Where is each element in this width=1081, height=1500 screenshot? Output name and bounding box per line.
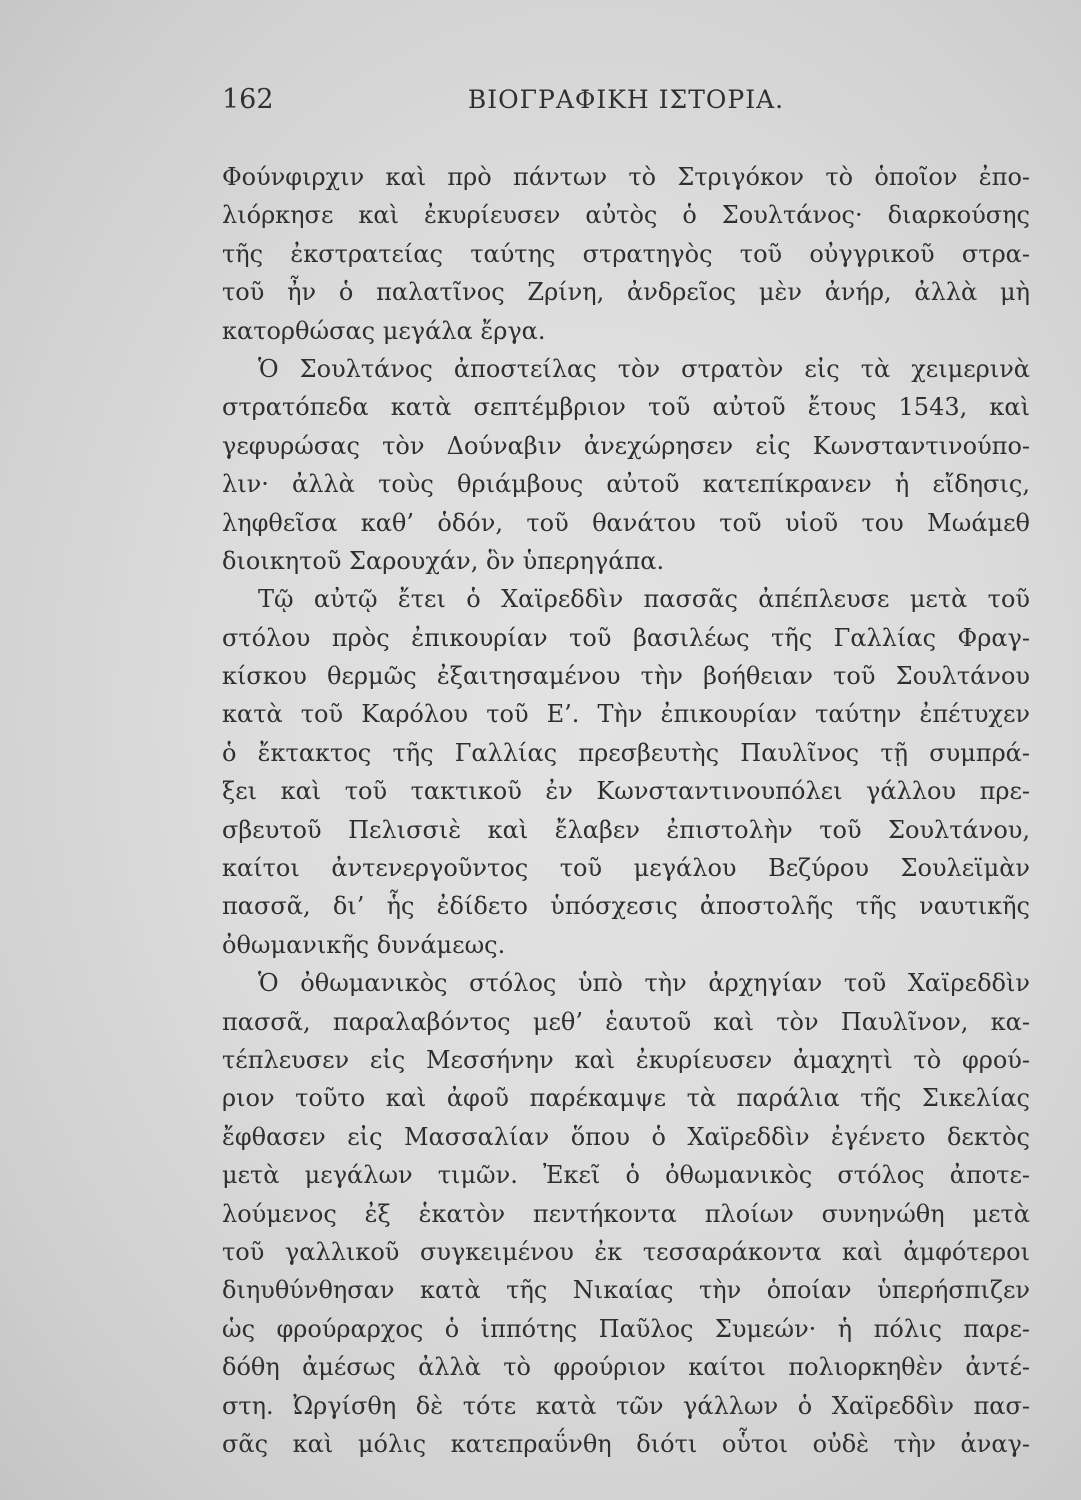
paragraph (222, 350, 1030, 580)
paragraph (222, 580, 1030, 964)
paragraph (222, 964, 1030, 1463)
text-line: ξει καὶ τοῦ τακτικοῦ ἐν Κωνσταντινουπόλει γάλλου πρε- (222, 777, 1030, 806)
text-line: σᾶς καὶ μόλις κατεπραΰνθη διότι οὗτοι οὐδὲ τὴν ἀναγ- (222, 1429, 1030, 1458)
text-line: διηυθύνθησαν κατὰ τῆς Νικαίας τὴν ὁποίαν ὑπερήσπιζεν (222, 1276, 1030, 1305)
text-line: διοικητοῦ Σαρουχάν, ὃν ὑπερηγάπα. (222, 546, 665, 575)
text-line: τέπλευσεν εἰς Μεσσήνην καὶ ἐκυρίευσεν ἀμαχητὶ τὸ φρού- (222, 1045, 1030, 1074)
text-line: Ὁ ὀθωμανικὸς στόλος ὑπὸ τὴν ἀρχηγίαν τοῦ Χαϊρεδδὶν (258, 969, 1030, 998)
text-line: στόλου πρὸς ἐπικουρίαν τοῦ βασιλέως τῆς Γαλλίας Φραγ- (222, 623, 1030, 652)
text-line: Ὁ Σουλτάνος ἀποστείλας τὸν στρατὸν εἰς τὰ χειμερινὰ (258, 354, 1030, 383)
text-line: ὁ ἔκτακτος τῆς Γαλλίας πρεσβευτὴς Παυλῖνος τῇ συμπρά- (222, 738, 1030, 767)
text-line: λιόρκησε καὶ ἐκυρίευσεν αὐτὸς ὁ Σουλτάνος· διαρκούσης (222, 201, 1030, 230)
text-line: πασσᾶ, παραλαβόντος μεθ’ ἑαυτοῦ καὶ τὸν Παυλῖνον, κα- (222, 1007, 1030, 1036)
text-line: πασσᾶ, δι’ ἧς ἐδίδετο ὑπόσχεσις ἀποστολῆς τῆς ναυτικῆς (222, 892, 1030, 921)
text-line: κίσκου θερμῶς ἐξαιτησαμένου τὴν βοήθειαν τοῦ Σουλτάνου (222, 662, 1030, 691)
page-header (222, 80, 1030, 120)
text-line: στρατόπεδα κατὰ σεπτέμβριον τοῦ αὐτοῦ ἔτους 1543, καὶ (222, 393, 1030, 422)
text-line: ριον τοῦτο καὶ ἀφοῦ παρέκαμψε τὰ παράλια τῆς Σικελίας (222, 1084, 1030, 1113)
text-line: τῆς ἐκστρατείας ταύτης στρατηγὸς τοῦ οὐγγρικοῦ στρα- (222, 239, 1030, 268)
body-text (222, 158, 1030, 1463)
running-title: ΒΙΟΓΡΑΦΙΚΗ ΙΣΤΟΡΙΑ. (467, 85, 785, 114)
page-number: 162 (222, 84, 274, 115)
text-line: ληφθεῖσα καθ’ ὁδόν, τοῦ θανάτου τοῦ υἱοῦ του Μωάμεθ (222, 508, 1030, 537)
text-line: ὡς φρούραρχος ὁ ἱππότης Παῦλος Συμεών· ἡ πόλις παρε- (222, 1314, 1030, 1343)
paragraph (222, 158, 1030, 350)
text-line: ἔφθασεν εἰς Μασσαλίαν ὅπου ὁ Χαϊρεδδὶν ἐγένετο δεκτὸς (222, 1122, 1030, 1151)
text-line: λιν· ἀλλὰ τοὺς θριάμβους αὐτοῦ κατεπίκρανεν ἡ εἴδησις, (222, 470, 1030, 499)
text-line: ὀθωμανικῆς δυνάμεως. (222, 930, 506, 959)
text-line: Φούνφιρχιν καὶ πρὸ πάντων τὸ Στριγόκον τὸ ὁποῖον ἐπο- (222, 163, 1030, 191)
text-line: σβευτοῦ Πελισσιὲ καὶ ἔλαβεν ἐπιστολὴν τοῦ Σουλτάνου, (222, 815, 1030, 844)
text-line: καίτοι ἀντενεργοῦντος τοῦ μεγάλου Βεζύρου Σουλεϊμὰν (222, 854, 1030, 883)
text-line: Τῷ αὐτῷ ἔτει ὁ Χαϊρεδδὶν πασσᾶς ἀπέπλευσε μετὰ τοῦ (258, 585, 1030, 614)
text-line: τοῦ ἦν ὁ παλατῖνος Ζρίνη, ἀνδρεῖος μὲν ἀνήρ, ἀλλὰ μὴ (222, 278, 1030, 307)
text-line: στη. Ὠργίσθη δὲ τότε κατὰ τῶν γάλλων ὁ Χαϊρεδδὶν πασ- (222, 1391, 1030, 1420)
text-line: δόθη ἀμέσως ἀλλὰ τὸ φρούριον καίτοι πολιορκηθὲν ἀντέ- (222, 1353, 1030, 1382)
text-line: γεφυρώσας τὸν Δούναβιν ἀνεχώρησεν εἰς Κωνσταντινούπο- (222, 431, 1030, 460)
text-line: τοῦ γαλλικοῦ συγκειμένου ἐκ τεσσαράκοντα καὶ ἀμφότεροι (222, 1237, 1030, 1266)
text-line: λούμενος ἐξ ἑκατὸν πεντήκοντα πλοίων συνηνώθη μετὰ (222, 1199, 1030, 1228)
text-line: κατορθώσας μεγάλα ἔργα. (222, 316, 546, 345)
text-line: μετὰ μεγάλων τιμῶν. Ἐκεῖ ὁ ὀθωμανικὸς στόλος ἀποτε- (222, 1161, 1030, 1190)
text-line: κατὰ τοῦ Καρόλου τοῦ Ε’. Τὴν ἐπικουρίαν ταύτην ἐπέτυχεν (222, 700, 1030, 729)
